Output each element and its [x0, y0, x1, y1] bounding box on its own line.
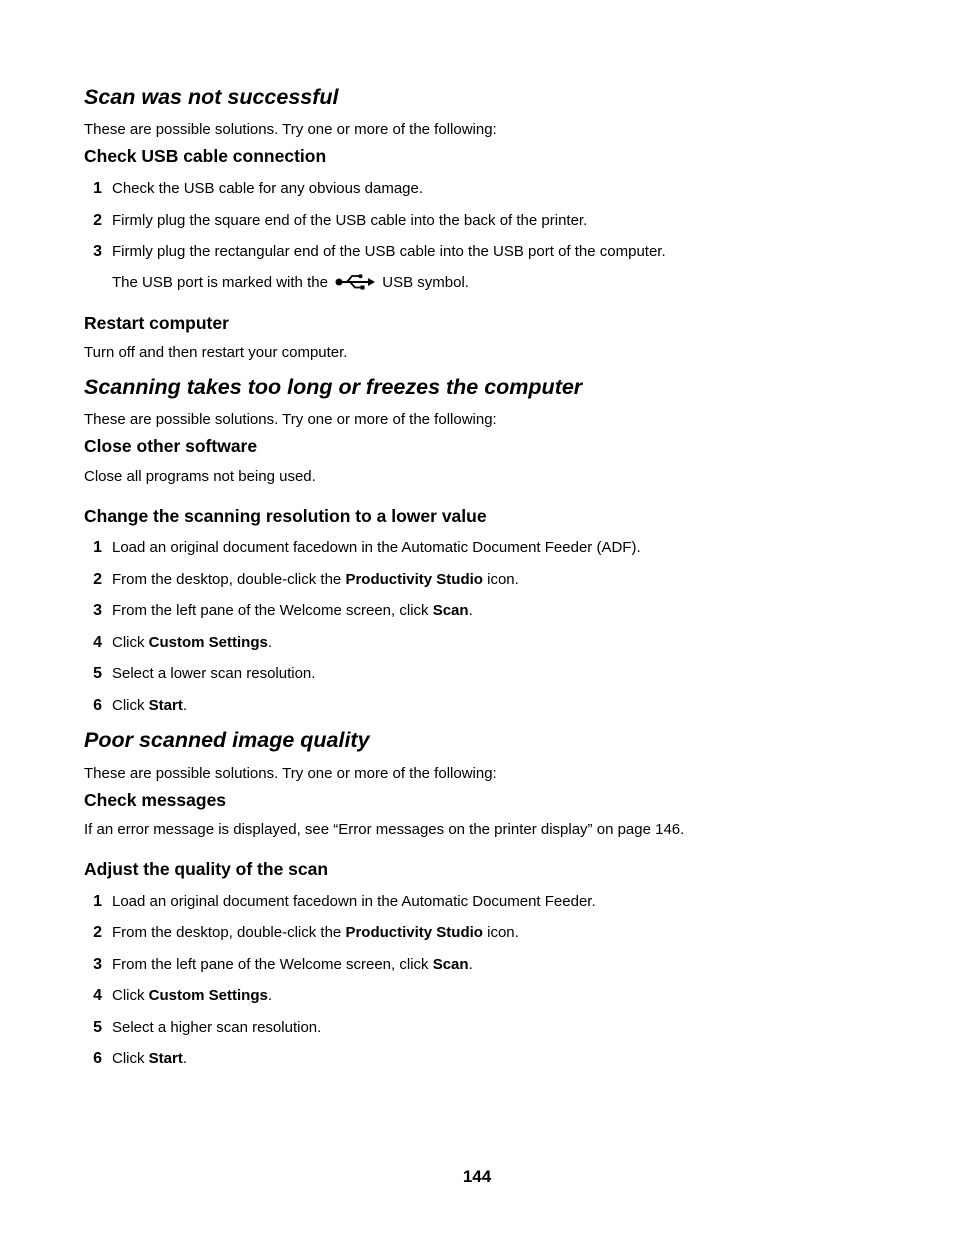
page-number: 144 [462, 1167, 492, 1186]
subheading-adjust-quality: Adjust the quality of the scan [84, 859, 329, 879]
section-title-scanning-too-long: Scanning takes too long or freezes the computer [84, 375, 583, 399]
step-text: Load an original document facedown in the Automatic Document Feeder. [112, 893, 596, 910]
step-number: 4 [93, 634, 102, 651]
paragraph: If an error message is displayed, see “Error messages on the printer display” on page 146. [84, 821, 685, 838]
paragraph: Close all programs not being used. [84, 468, 316, 485]
section-intro: These are possible solutions. Try one or more of the following: [84, 411, 497, 428]
subheading-lower-resolution: Change the scanning resolution to a lower value [84, 506, 487, 526]
subheading-check-messages: Check messages [84, 790, 227, 810]
step-number: 5 [93, 1019, 102, 1036]
step-text: Click Custom Settings. [112, 634, 273, 651]
usb-note-text: The USB port is marked with the [112, 274, 328, 291]
section-intro: These are possible solutions. Try one or more of the following: [84, 765, 497, 782]
step-text: Select a lower scan resolution. [112, 665, 316, 682]
step-text: From the desktop, double-click the Productivity Studio icon. [112, 924, 519, 941]
step-text: Click Start. [112, 697, 188, 714]
section-intro: These are possible solutions. Try one or more of the following: [84, 121, 497, 138]
section-title-poor-quality: Poor scanned image quality [84, 728, 370, 752]
paragraph: Turn off and then restart your computer. [84, 344, 348, 361]
step-number: 1 [93, 539, 102, 556]
step-text: Check the USB cable for any obvious damage. [112, 180, 424, 197]
step-number: 3 [93, 602, 102, 619]
step-text: Click Custom Settings. [112, 987, 273, 1004]
step-text: From the left pane of the Welcome screen, click Scan. [112, 956, 473, 973]
step-number: 1 [93, 180, 102, 197]
step-text: From the desktop, double-click the Productivity Studio icon. [112, 571, 519, 588]
step-number: 6 [93, 1050, 102, 1067]
step-number: 6 [93, 697, 102, 714]
usb-symbol-icon [335, 274, 375, 294]
usb-note-suffix: USB symbol. [382, 274, 469, 291]
step-text: Firmly plug the square end of the USB cable into the back of the printer. [112, 212, 588, 229]
subheading-restart-computer: Restart computer [84, 313, 229, 333]
step-text: From the left pane of the Welcome screen, click Scan. [112, 602, 473, 619]
step-number: 1 [93, 893, 102, 910]
step-number: 5 [93, 665, 102, 682]
step-number: 3 [93, 956, 102, 973]
step-number: 2 [93, 571, 102, 588]
step-text: Load an original document facedown in the Automatic Document Feeder (ADF). [112, 539, 641, 556]
section-title-scan-not-successful: Scan was not successful [84, 85, 339, 109]
subheading-close-software: Close other software [84, 436, 258, 456]
step-text: Firmly plug the rectangular end of the USB cable into the USB port of the computer. [112, 243, 666, 260]
step-text: Select a higher scan resolution. [112, 1019, 322, 1036]
step-text: Click Start. [112, 1050, 188, 1067]
step-number: 2 [93, 212, 102, 229]
step-number: 2 [93, 924, 102, 941]
step-number: 3 [93, 243, 102, 260]
subheading-check-usb: Check USB cable connection [84, 146, 327, 166]
step-number: 4 [93, 987, 102, 1004]
